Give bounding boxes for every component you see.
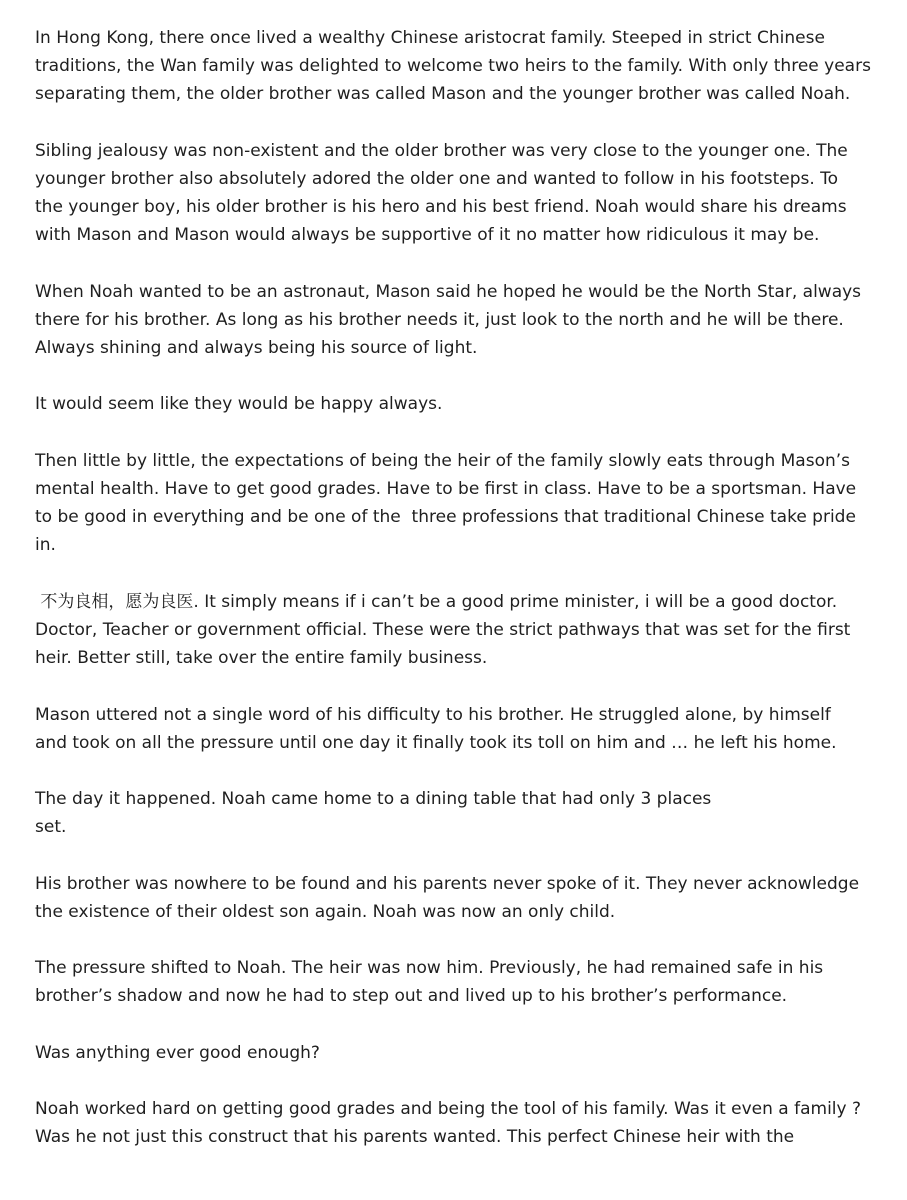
text-line: Then little by little, the expectations of being the heir of the family slowly eats through Mason’s — [35, 450, 851, 471]
text-line: Sibling jealousy was non-existent and the older brother was very close to the younger one. The — [35, 140, 848, 161]
paragraph-1 — [35, 24, 907, 109]
paragraph-11 — [35, 1039, 907, 1067]
text-line: to be good in everything and be one of the three professions that traditional Chinese take pride — [35, 507, 856, 528]
text-line: In Hong Kong, there once lived a wealthy Chinese aristocrat family. Steeped in strict Chinese — [35, 28, 825, 48]
text-line: there for his brother. As long as his brother needs it, just look to the north and he will be there. — [35, 309, 844, 330]
paragraph-6 — [35, 588, 907, 673]
paragraph-3 — [35, 278, 907, 363]
paragraph-8 — [35, 785, 907, 841]
text-line: Always shining and always being his source of light. — [35, 338, 478, 359]
text-line: the younger boy, his older brother is his hero and his best friend. Noah would share his dreams — [35, 197, 847, 218]
text-line: heir. Better still, take over the entire family business. — [35, 648, 488, 669]
text-line: younger brother also absolutely adored the older one and wanted to follow in his footsteps. To — [35, 168, 839, 189]
text-line: Was anything ever good enough? — [35, 1042, 320, 1063]
paragraph-9 — [35, 870, 907, 926]
text-line: the existence of their oldest son again. Noah was now an only child. — [35, 901, 616, 922]
text-line: Mason uttered not a single word of his difficulty to his brother. He struggled alone, by himself — [35, 704, 831, 725]
text-line: It would seem like they would be happy always. — [35, 394, 443, 415]
text-line: The pressure shifted to Noah. The heir was now him. Previously, he had remained safe in his — [35, 958, 824, 979]
text-line: His brother was nowhere to be found and his parents never spoke of it. They never acknowledge — [35, 873, 860, 894]
text-line: When Noah wanted to be an astronaut, Mason said he hoped he would be the North Star, always — [35, 281, 862, 302]
paragraph-4 — [35, 390, 907, 418]
text-line: and took on all the pressure until one day it finally took its toll on him and … he left his home. — [35, 732, 837, 753]
text-line: The day it happened. Noah came home to a dining table that had only 3 places — [35, 789, 712, 810]
text-line: separating them, the older brother was called Mason and the younger brother was called Noah. — [35, 84, 851, 105]
text-line: Was he not just this construct that his parents wanted. This perfect Chinese heir with the — [35, 1127, 795, 1148]
paragraph-10 — [35, 954, 907, 1010]
text-line: brother’s shadow and now he had to step out and lived up to his brother’s performance. — [35, 986, 788, 1007]
text-line: Doctor, Teacher or government official. These were the strict pathways that was set for the first — [35, 619, 851, 640]
text-line: 不为良相，愿为良医. It simply means if i can’t be a good prime minister, i will be a good doctor. — [35, 591, 838, 612]
text-line: in. — [35, 535, 56, 556]
text-line: Noah worked hard on getting good grades and being the tool of his family. Was it even a family ? — [35, 1099, 862, 1120]
text-line: traditions, the Wan family was delighted to welcome two heirs to the family. With only three years — [35, 56, 871, 77]
text-line: mental health. Have to get good grades. Have to be first in class. Have to be a sportsman. Have — [35, 479, 857, 499]
text-line: set. — [35, 817, 67, 838]
paragraph-7 — [35, 701, 907, 757]
text-line: with Mason and Mason would always be supportive of it no matter how ridiculous it may be. — [35, 225, 820, 246]
paragraph-5 — [35, 447, 907, 560]
paragraph-12 — [35, 1095, 907, 1151]
paragraph-2 — [35, 137, 907, 250]
